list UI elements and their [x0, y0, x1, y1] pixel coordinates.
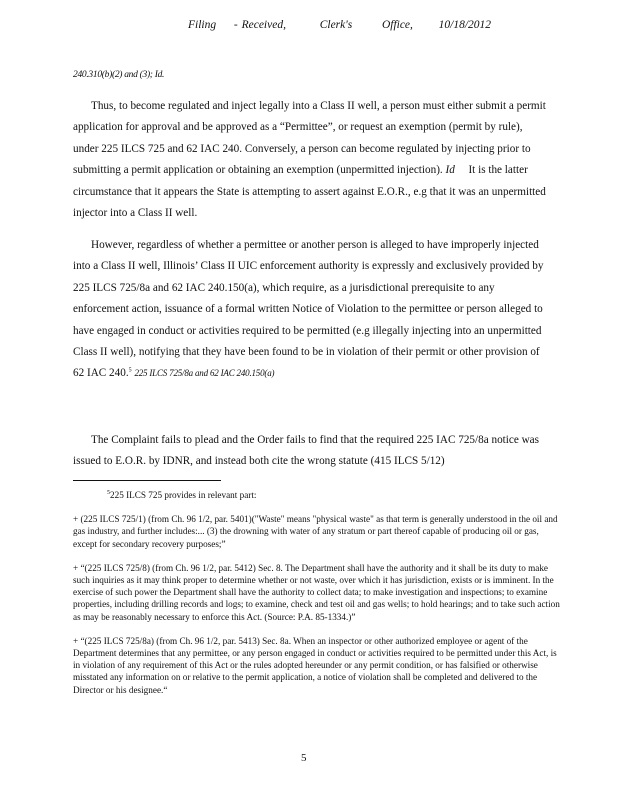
- paragraph-3: [73, 430, 549, 473]
- header-office: Office,: [381, 19, 413, 31]
- top-citation: 240.310(b)(2) and (3); Id.: [73, 70, 165, 80]
- filing-header: [188, 19, 492, 31]
- header-received: - Received,: [233, 19, 286, 31]
- header-filing: Filing: [188, 19, 217, 31]
- footnote-divider: [73, 480, 221, 481]
- footnote-number: 5: [107, 489, 110, 496]
- footnote-intro: [73, 489, 565, 501]
- footnote-item-2: + “(225 ILCS 725/8) (from Ch. 96 1/2, par. 5412) Sec. 8. The Department shall have the authority and it shall be its duty to make such inquiries as it may think proper to determine whether or not waste, over which it has jurisdiction, exists or is imminent. In the exercise of such power the Department shall have the authority to collect data; to make investigation and inspections; to examine properties, including drilling records and logs; to examine, check and test oil and gas wells; to hold hearings; and to take such action as may be reasonably necessary to enforce this Act. (Source: P.A. 85-1334.)”: [73, 562, 560, 622]
- paragraph-1-text: Thus, to become regulated and inject legally into a Class II well, a person must either submit a permit application for approval and be approved as a “Permittee”, or request an exemption (permit by rule), under 225 ILCS 725 and 62 IAC 240. Conversely, a person can become regulated by injecting prior to submitting a permit application or obtaining an exemption (unpermitted injection).: [73, 100, 546, 177]
- footnote-item-3: + “(225 ILCS 725/8a) (from Ch. 96 1/2, par. 5413) Sec. 8a. When an inspector or other authorized employee or agent of the Department determines that any permittee, or any person engaged in conduct or activities required to be permitted under this Act, is in violation of any requirement of this Act or the rules adopted hereunder or any permit condition, or has falsified or otherwise misstated any information on or relative to the permit application, a notice of violation shall be completed and delivered to the Director or his designee.“: [73, 635, 557, 695]
- footnote-ref-5[interactable]: 5: [128, 367, 132, 374]
- paragraph-1: [73, 96, 549, 224]
- page-number: 5: [301, 752, 307, 764]
- footnotes: [73, 489, 565, 708]
- paragraph-1-tail: It is the latter circumstance that it appears the State is attempting to assert against E.O.R., e.g that it was an unpermitted injector into a Class II well.: [73, 164, 546, 220]
- header-clerks: Clerk's: [319, 19, 353, 31]
- paragraph-2: [73, 235, 549, 385]
- paragraph-2-text: However, regardless of whether a permittee or another person is alleged to have improperly injected into a Class II well, Illinois’ Class II UIC enforcement authority is expressly and exclusively provided by 225 ILCS 725/8a and 62 IAC 240.150(a), which require, as a jurisdictional prerequisite to any enforcement action, issuance of a formal written Notice of Violation to the permittee or person alleged to have engaged in conduct or activities required to be permitted (e.g illegally injecting into an unpermitted Class II well), notifying that they have been found to be in violation of their permit or other provision of 62 IAC 240.: [73, 239, 544, 380]
- header-date: 10/18/2012: [438, 19, 492, 31]
- footnote-intro-text: 225 ILCS 725 provides in relevant part:: [110, 490, 257, 500]
- footnote-item-1: + (225 ILCS 725/1) (from Ch. 96 1/2, par. 5401)("Waste" means "physical waste" as that term is generally understood in the oil and gas industry, and further includes:... (3) the drowning with water of any stratum or part thereof capable of producing oil or gas, except for secondary recovery purposes;”: [73, 514, 558, 549]
- paragraph-1-id-cite: Id: [445, 164, 455, 177]
- paragraph-2-citation: 225 ILCS 725/8a and 62 IAC 240.150(a): [134, 368, 275, 379]
- paragraph-3-text: The Complaint fails to plead and the Order fails to find that the required 225 IAC 725/8a notice was issued to E.O.R. by IDNR, and instead both cite the wrong statute (415 ILCS 5/12): [73, 434, 540, 468]
